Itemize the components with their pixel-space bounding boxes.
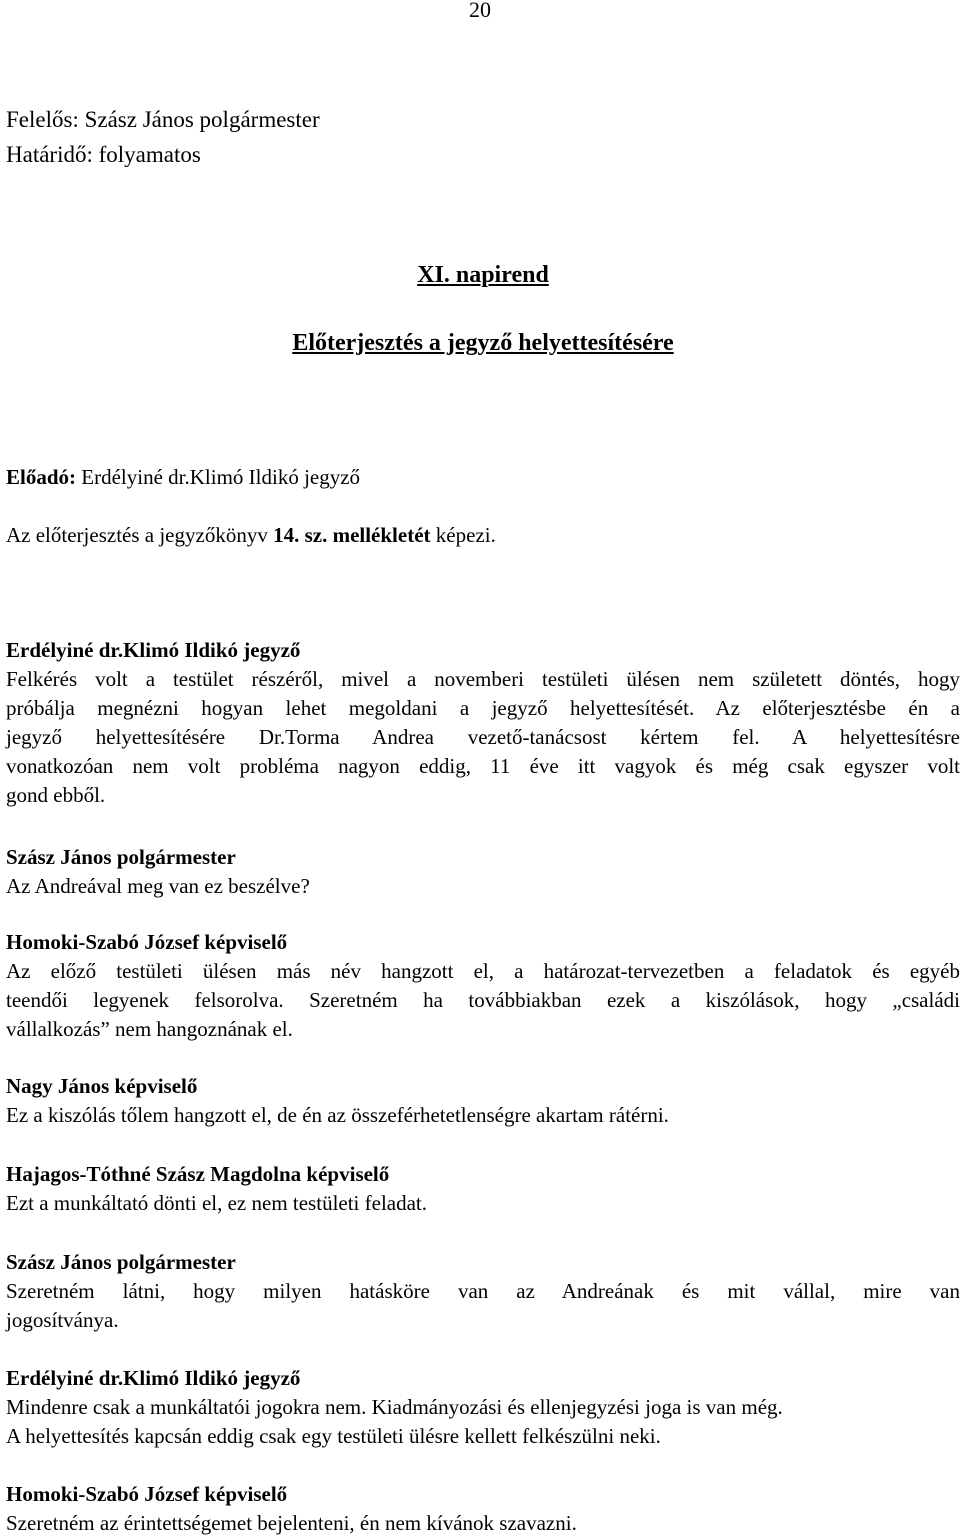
text-line: Szeretném az érintettségemet bejelenteni, én nem kívánok szavazni. — [6, 1511, 577, 1535]
text-line: vállalkozás” nem hangoznának el. — [6, 1017, 293, 1041]
exchange-8 — [6, 1480, 960, 1538]
attachment-prefix: Az előterjesztés a jegyzőkönyv — [6, 523, 268, 547]
text-line: Ezt a munkáltató dönti el, ez nem testületi feladat. — [6, 1191, 428, 1215]
exchange-2 — [6, 843, 960, 901]
exchange-4 — [6, 1072, 960, 1130]
text-line: jogosítványa. — [6, 1308, 119, 1332]
agenda-title: Előterjesztés a jegyző helyettesítésére — [292, 330, 674, 356]
text-line: Felkérés volt a testület részéről, mivel a novemberi testületi ülésen nem született döntés, hogy — [6, 667, 960, 691]
exchange-7 — [6, 1364, 960, 1451]
text-line: próbálja megnézni hogyan lehet megoldani a jegyző helyettesítését. Az előterjesztésbe én a — [6, 696, 960, 720]
text-line: A helyettesítés kapcsán eddig csak egy testületi ülésre kellett felkészülni neki. — [6, 1424, 661, 1448]
exchange-5 — [6, 1160, 960, 1218]
exchange-1 — [6, 636, 960, 810]
text-line: vonatkozóan nem volt probléma nagyon eddig, 11 éve itt vagyok és még csak egyszer volt — [6, 754, 960, 778]
speaker-name: Hajagos-Tóthné Szász Magdolna képviselő — [6, 1162, 390, 1186]
text-line: Mindenre csak a munkáltatói jogokra nem. Kiadmányozási és ellenjegyzési joga is van még. — [6, 1395, 783, 1419]
page-number: 20 — [469, 0, 491, 22]
speaker-name: Erdélyiné dr.Klimó Ildikó jegyző — [6, 638, 301, 662]
speaker-name: Homoki-Szabó József képviselő — [6, 930, 288, 954]
text-line: teendői legyenek felsorolva. Szeretném ha továbbiakban ezek a kiszólások, hogy „családi — [6, 988, 960, 1012]
speaker-name: Homoki-Szabó József képviselő — [6, 1482, 288, 1506]
exchange-3 — [6, 928, 960, 1044]
text-line: Szeretném látni, hogy milyen hatásköre van az Andreának és mit vállal, mire van — [6, 1279, 960, 1303]
presenter-label: Előadó: — [6, 465, 77, 489]
text-line: Az előző testületi ülésen más név hangzott el, a határozat-tervezetben a feladatok és egyéb — [6, 959, 960, 983]
attachment-suffix: képezi. — [435, 523, 496, 547]
attachment-line — [6, 521, 496, 549]
presenter-name: Erdélyiné dr.Klimó Ildikó jegyző — [81, 465, 361, 489]
text-line: gond ebből. — [6, 783, 106, 807]
speaker-name: Szász János polgármester — [6, 845, 236, 869]
deadline-line: Határidő: folyamatos — [6, 142, 201, 167]
agenda-number: XI. napirend — [417, 262, 549, 288]
exchange-6 — [6, 1248, 960, 1335]
presenter-line — [6, 463, 360, 491]
text-line: jegyző helyettesítésére Dr.Torma Andrea vezető-tanácsost kértem fel. A helyettesítésre — [6, 725, 960, 749]
text-line: Az Andreával meg van ez beszélve? — [6, 874, 310, 898]
speaker-name: Nagy János képviselő — [6, 1074, 198, 1098]
speaker-name: Szász János polgármester — [6, 1250, 236, 1274]
responsible-line: Felelős: Szász János polgármester — [6, 107, 320, 132]
speaker-name: Erdélyiné dr.Klimó Ildikó jegyző — [6, 1366, 301, 1390]
text-line: Ez a kiszólás tőlem hangzott el, de én az összeférhetetlenségre akartam rátérni. — [6, 1103, 669, 1127]
attachment-number: 14. sz. mellékletét — [273, 523, 431, 547]
